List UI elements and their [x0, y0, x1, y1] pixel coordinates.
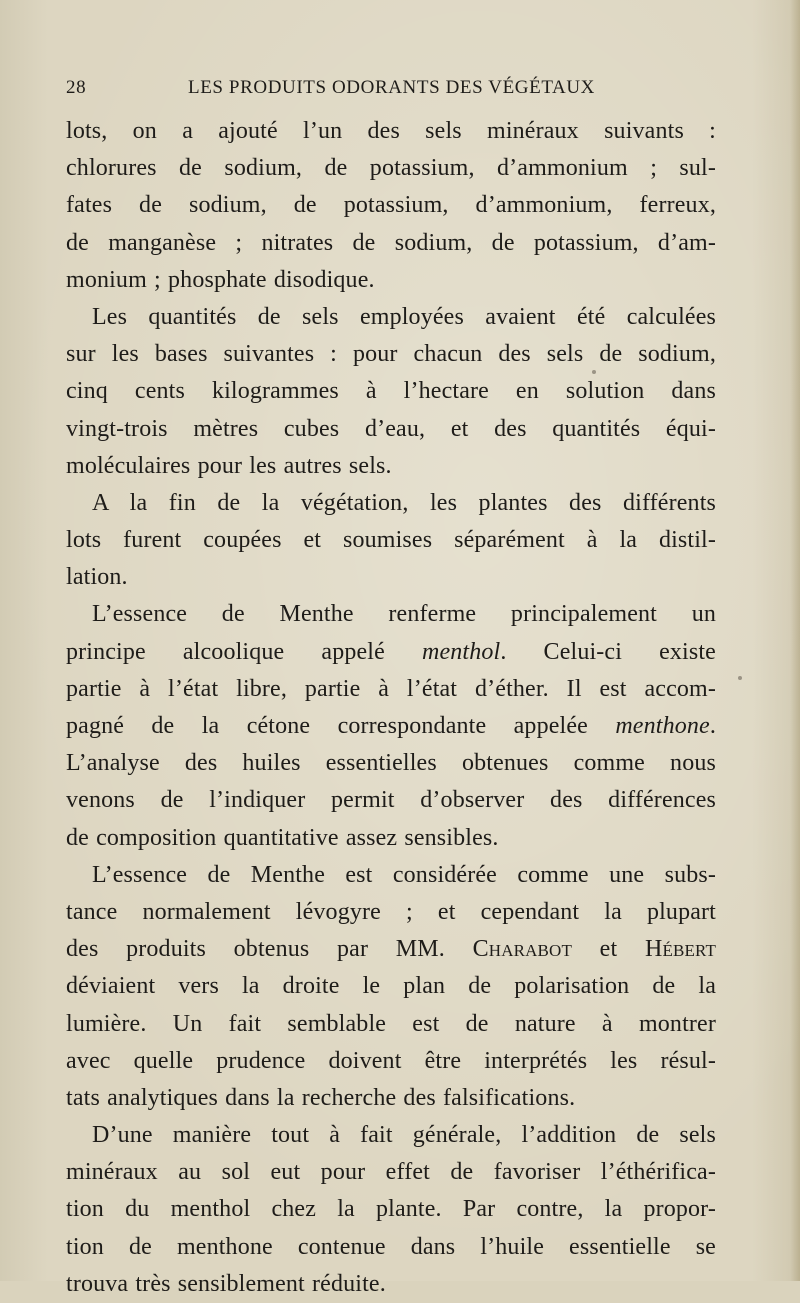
- text-line: lots, on a ajouté l’un des sels minéraux suivants :: [66, 118, 716, 144]
- term-menthol: menthol: [421, 638, 501, 665]
- term-menthone: menthone: [615, 713, 710, 739]
- text-line: lation.: [66, 564, 128, 591]
- text-line: tion de menthone contenue dans l’huile essentielle se: [66, 1233, 716, 1260]
- text-line: A la fin de la végétation, les plantes des différents: [92, 489, 716, 516]
- text-line: lumière. Un fait semblable est de nature à montrer: [66, 1010, 716, 1037]
- ink-speck: [592, 370, 596, 374]
- text-fragment: .: [709, 713, 716, 739]
- text-fragment: principe alcoolique appelé: [66, 638, 422, 665]
- text-line: L’essence de Menthe est considérée comme une subs-: [92, 861, 716, 888]
- running-head: [66, 77, 716, 103]
- text-line: monium ; phosphate disodique.: [66, 266, 375, 293]
- author-name-charabot: Charabot: [472, 936, 572, 963]
- text-line: avec quelle prudence doivent être interprétés les résul-: [66, 1047, 716, 1074]
- text-line: trouva très sensiblement réduite.: [66, 1270, 386, 1297]
- text-line: L’essence de Menthe renferme principalement un: [92, 601, 716, 628]
- text-line: de manganèse ; nitrates de sodium, de potassium, d’am-: [66, 229, 716, 256]
- text-line: [66, 931, 716, 968]
- text-line: chlorures de sodium, de potassium, d’ammonium ; sul-: [66, 155, 716, 182]
- text-line: venons de l’indiquer permit d’observer des différences: [66, 787, 716, 814]
- text-line: vingt-trois mètres cubes d’eau, et des quantités équi-: [66, 415, 716, 442]
- text-line: sur les bases suivantes : pour chacun des sels de sodium,: [66, 341, 716, 368]
- ink-speck: [738, 676, 742, 680]
- text-line: lots furent coupées et soumises séparément à la distil-: [66, 527, 716, 554]
- text-line: D’une manière tout à fait générale, l’addition de sels: [92, 1122, 716, 1149]
- running-head-title: LES PRODUITS ODORANTS DES VÉGÉTAUX: [188, 77, 595, 98]
- text-line: partie à l’état libre, partie à l’état d’éther. Il est accom-: [66, 675, 716, 702]
- text-line: cinq cents kilogrammes à l’hectare en solution dans: [66, 378, 716, 405]
- text-line: tance normalement lévogyre ; et cependant la plupart: [66, 898, 716, 925]
- text-fragment: des produits obtenus par MM.: [66, 936, 473, 963]
- text-line: minéraux au sol eut pour effet de favoriser l’éthérifica-: [66, 1159, 716, 1186]
- text-line: [66, 634, 716, 671]
- text-line: moléculaires pour les autres sels.: [66, 452, 392, 479]
- author-name-hebert: Hébert: [644, 936, 717, 963]
- page-edge-shadow: [790, 0, 800, 1281]
- text-line: tats analytiques dans la recherche des falsifications.: [66, 1084, 576, 1111]
- text-line: déviaient vers la droite le plan de polarisation de la: [66, 973, 716, 1000]
- page-number: 28: [66, 77, 87, 98]
- text-line: fates de sodium, de potassium, d’ammonium, ferreux,: [66, 192, 716, 219]
- body-text: [66, 113, 716, 1303]
- text-line: tion du menthol chez la plante. Par contre, la propor-: [66, 1196, 716, 1223]
- text-fragment: . Celui-ci existe: [500, 638, 716, 665]
- text-line: de composition quantitative assez sensibles.: [66, 824, 499, 851]
- text-fragment: pagné de la cétone correspondante appelée: [66, 713, 616, 739]
- text-line: Les quantités de sels employées avaient été calculées: [92, 303, 716, 330]
- text-line: [66, 708, 716, 745]
- text-fragment: et: [572, 936, 645, 963]
- text-line: L’analyse des huiles essentielles obtenues comme nous: [66, 750, 716, 777]
